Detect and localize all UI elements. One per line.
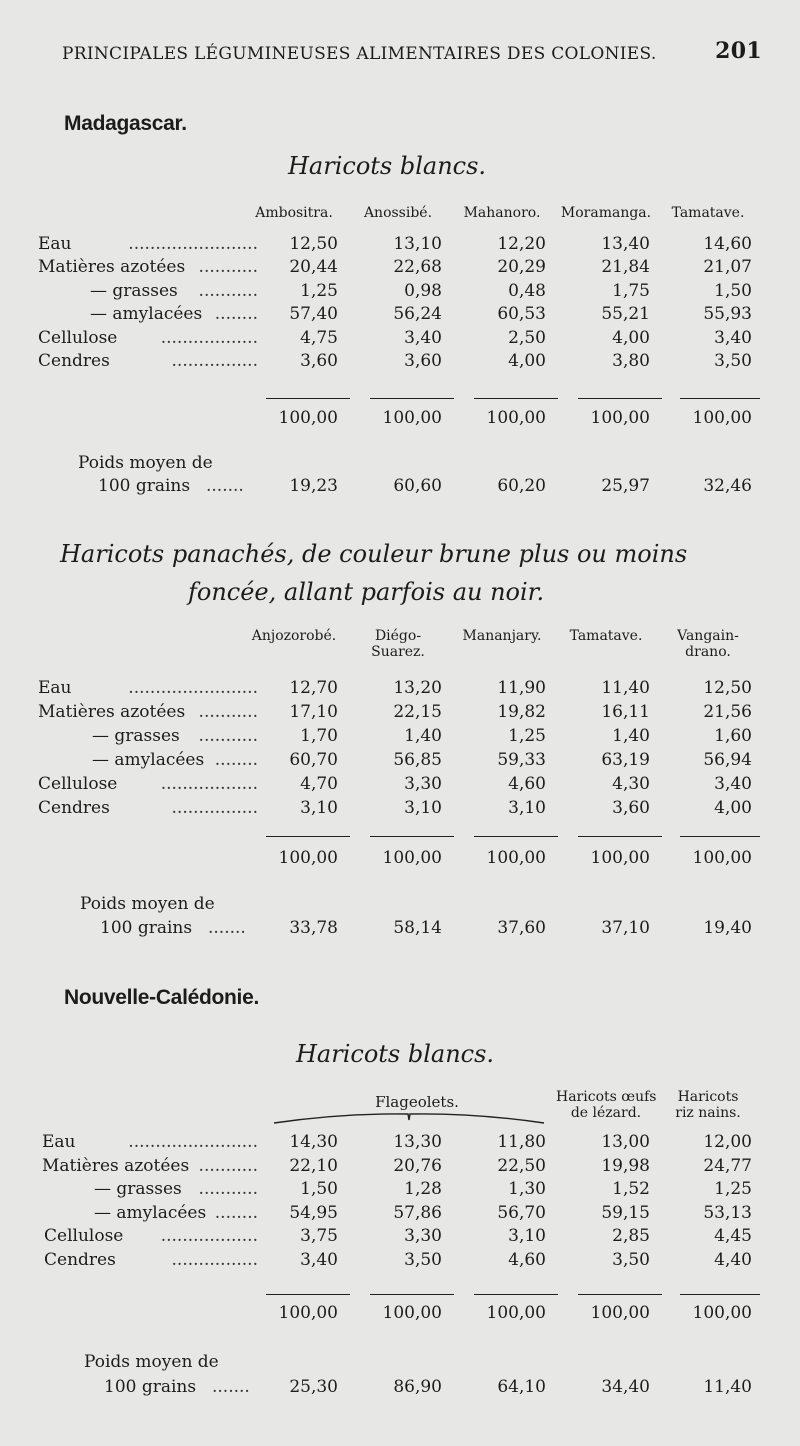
table-cell: 22,68: [393, 257, 442, 278]
total-rule: [680, 836, 760, 837]
table-cell: 3,10: [508, 1226, 546, 1247]
row-label-amylacees: — amylacées: [90, 304, 203, 325]
table-cell: 20,29: [497, 257, 546, 278]
table-title-haricots-blancs-madagascar: Haricots blancs.: [288, 152, 487, 180]
leader-dots: ........................: [128, 234, 258, 254]
table-cell: 60,53: [497, 304, 546, 325]
poids-label-line2: 100 grains: [98, 476, 191, 496]
table-cell: 3,60: [612, 798, 650, 818]
table-cell: 1,50: [714, 280, 752, 301]
table-cell: 63,19: [601, 750, 650, 770]
table-cell: 57,40: [289, 304, 338, 325]
total-rule: [266, 398, 350, 399]
table-cell: 59,15: [601, 1202, 650, 1223]
table-cell: 12,00: [703, 1132, 752, 1152]
table-cell: 4,75: [300, 327, 338, 348]
total-rule: [578, 398, 662, 399]
table-cell: 53,13: [703, 1202, 752, 1223]
table-cell: 3,80: [612, 351, 650, 371]
row-label-cellulose: Cellulose: [44, 1226, 124, 1247]
table-cell: 55,93: [703, 304, 752, 325]
leader-dots: ...........: [198, 1155, 258, 1176]
table-cell: 1,75: [612, 280, 650, 301]
table-cell: 4,60: [508, 1250, 546, 1270]
leader-dots: ........: [214, 750, 258, 770]
row-label-grasses: — grasses: [94, 1179, 182, 1200]
table-cell: 56,94: [703, 750, 752, 770]
column-header: Anjozorobé.: [251, 628, 337, 644]
table-cell: 12,50: [289, 234, 338, 254]
row-label-grasses: — grasses: [92, 726, 180, 746]
column-header: Vangain- drano.: [677, 628, 739, 660]
total-rule: [474, 1294, 558, 1295]
table-cell: 16,11: [601, 702, 650, 722]
table-cell: 1,60: [714, 726, 752, 746]
total-cell: 100,00: [486, 1303, 546, 1323]
total-cell: 100,00: [382, 408, 442, 428]
table-cell: 4,30: [612, 774, 650, 794]
poids-cell: 34,40: [601, 1377, 650, 1397]
leader-dots: ........................: [128, 1132, 258, 1152]
column-group-flageolets: Flageolets.: [375, 1093, 459, 1111]
table-cell: 14,60: [703, 234, 752, 254]
table-cell: 1,40: [404, 726, 442, 746]
table-cell: 3,10: [404, 798, 442, 818]
table-cell: 13,00: [601, 1132, 650, 1152]
running-head-title: PRINCIPALES LÉGUMINEUSES ALIMENTAIRES DES COLONIES.: [62, 44, 657, 64]
poids-label-line2: 100 grains: [104, 1377, 197, 1397]
table-cell: 19,82: [497, 702, 546, 722]
table-cell: 22,15: [393, 702, 442, 722]
table-cell: 21,84: [601, 257, 650, 278]
total-rule: [474, 836, 558, 837]
leader-dots: .......: [208, 918, 246, 938]
total-cell: 100,00: [278, 848, 338, 868]
table-cell: 20,44: [289, 257, 338, 278]
table-cell: 57,86: [393, 1202, 442, 1223]
table-cell: 4,45: [714, 1226, 752, 1247]
table-cell: 1,30: [508, 1179, 546, 1200]
total-rule: [578, 836, 662, 837]
leader-dots: ..................: [160, 1226, 258, 1247]
table-cell: 19,98: [601, 1155, 650, 1176]
total-rule: [266, 836, 350, 837]
total-rule: [370, 836, 454, 837]
leader-dots: .......: [212, 1377, 250, 1397]
leader-dots: ..................: [160, 327, 258, 348]
total-cell: 100,00: [382, 1303, 442, 1323]
leader-dots: ...........: [198, 726, 258, 746]
column-header: Diégo- Suarez.: [371, 628, 425, 660]
row-label-cendres: Cendres: [44, 1250, 116, 1270]
table-cell: 20,76: [393, 1155, 442, 1176]
column-header: Tamatave.: [569, 628, 643, 644]
table-cell: 12,70: [289, 678, 338, 698]
table-cell: 4,00: [612, 327, 650, 348]
column-header: Haricots riz nains.: [675, 1089, 741, 1121]
column-header: Haricots œufs de lézard.: [556, 1089, 657, 1121]
table-cell: 0,98: [404, 280, 442, 301]
leader-dots: ........................: [128, 678, 258, 698]
total-rule: [474, 398, 558, 399]
total-cell: 100,00: [692, 1303, 752, 1323]
poids-cell: 58,14: [393, 918, 442, 938]
table-cell: 1,70: [300, 726, 338, 746]
table-title-line1-panaches: Haricots panachés, de couleur brune plus ou moins: [60, 540, 688, 568]
poids-cell: 33,78: [289, 918, 338, 938]
total-cell: 100,00: [486, 848, 546, 868]
poids-label-line1: Poids moyen de: [78, 453, 213, 473]
table-cell: 4,00: [508, 351, 546, 371]
table-cell: 13,40: [601, 234, 650, 254]
table-cell: 3,75: [300, 1226, 338, 1247]
total-cell: 100,00: [692, 848, 752, 868]
table-cell: 21,07: [703, 257, 752, 278]
table-cell: 0,48: [508, 280, 546, 301]
leader-dots: ..................: [160, 774, 258, 794]
poids-label-line2: 100 grains: [100, 918, 193, 938]
table-cell: 17,10: [289, 702, 338, 722]
table-cell: 56,70: [497, 1202, 546, 1223]
table-cell: 14,30: [289, 1132, 338, 1152]
table-cell: 3,50: [612, 1250, 650, 1270]
row-label-cellulose: Cellulose: [38, 327, 118, 348]
total-rule: [266, 1294, 350, 1295]
poids-label-line1: Poids moyen de: [84, 1352, 219, 1372]
table-cell: 1,52: [612, 1179, 650, 1200]
column-header: Ambositra.: [255, 205, 333, 221]
table-cell: 4,00: [714, 798, 752, 818]
total-cell: 100,00: [278, 1303, 338, 1323]
region-heading-nouvelle-caledonie: Nouvelle-Calédonie.: [64, 986, 260, 1009]
table-cell: 3,50: [714, 351, 752, 371]
poids-cell: 32,46: [703, 476, 752, 496]
table-cell: 12,20: [497, 234, 546, 254]
row-label-eau: Eau: [38, 234, 72, 254]
table-cell: 3,60: [404, 351, 442, 371]
total-rule: [578, 1294, 662, 1295]
total-cell: 100,00: [590, 848, 650, 868]
table-cell: 3,30: [404, 1226, 442, 1247]
total-cell: 100,00: [590, 1303, 650, 1323]
row-label-azotees: Matières azotées: [42, 1155, 190, 1176]
table-cell: 3,30: [404, 774, 442, 794]
poids-cell: 11,40: [703, 1377, 752, 1397]
row-label-cendres: Cendres: [38, 351, 110, 371]
table-cell: 13,20: [393, 678, 442, 698]
table-cell: 3,60: [300, 351, 338, 371]
total-cell: 100,00: [382, 848, 442, 868]
table-cell: 56,85: [393, 750, 442, 770]
leader-dots: ........: [214, 1202, 258, 1223]
table-cell: 3,40: [404, 327, 442, 348]
table-cell: 3,40: [714, 327, 752, 348]
table-cell: 60,70: [289, 750, 338, 770]
table-cell: 4,40: [714, 1250, 752, 1270]
table-cell: 13,30: [393, 1132, 442, 1152]
table-cell: 2,85: [612, 1226, 650, 1247]
row-label-amylacees: — amylacées: [94, 1202, 207, 1223]
leader-dots: ................: [171, 1250, 258, 1270]
row-label-cellulose: Cellulose: [38, 774, 118, 794]
table-cell: 1,28: [404, 1179, 442, 1200]
poids-cell: 37,10: [601, 918, 650, 938]
poids-cell: 64,10: [497, 1377, 546, 1397]
table-cell: 2,50: [508, 327, 546, 348]
table-cell: 3,40: [300, 1250, 338, 1270]
table-cell: 3,40: [714, 774, 752, 794]
poids-label-line1: Poids moyen de: [80, 894, 215, 914]
row-label-grasses: — grasses: [90, 280, 178, 301]
table-cell: 1,25: [300, 280, 338, 301]
table-cell: 1,25: [714, 1179, 752, 1200]
leader-dots: .......: [206, 476, 244, 496]
table-cell: 4,60: [508, 774, 546, 794]
page-number: 201: [715, 38, 762, 64]
table-cell: 22,50: [497, 1155, 546, 1176]
table-title-haricots-blancs-caledonie: Haricots blancs.: [296, 1040, 495, 1068]
total-cell: 100,00: [486, 408, 546, 428]
table-title-line2-panaches: foncée, allant parfois au noir.: [188, 578, 545, 606]
region-heading-madagascar: Madagascar.: [64, 112, 187, 135]
column-header: Moramanga.: [560, 205, 652, 221]
table-cell: 13,10: [393, 234, 442, 254]
table-cell: 22,10: [289, 1155, 338, 1176]
leader-dots: ................: [171, 798, 258, 818]
row-label-amylacees: — amylacées: [92, 750, 205, 770]
poids-cell: 25,30: [289, 1377, 338, 1397]
table-cell: 11,80: [497, 1132, 546, 1152]
table-cell: 21,56: [703, 702, 752, 722]
column-header: Mananjary.: [462, 628, 542, 644]
poids-cell: 25,97: [601, 476, 650, 496]
table-cell: 3,10: [300, 798, 338, 818]
leader-dots: ................: [171, 351, 258, 371]
leader-dots: ...........: [198, 257, 258, 278]
total-cell: 100,00: [590, 408, 650, 428]
table-cell: 55,21: [601, 304, 650, 325]
table-cell: 11,90: [497, 678, 546, 698]
row-label-eau: Eau: [42, 1132, 76, 1152]
total-rule: [680, 398, 760, 399]
row-label-azotees: Matières azotées: [38, 702, 186, 722]
poids-cell: 19,23: [289, 476, 338, 496]
poids-cell: 86,90: [393, 1377, 442, 1397]
table-cell: 54,95: [289, 1202, 338, 1223]
table-cell: 59,33: [497, 750, 546, 770]
total-cell: 100,00: [692, 408, 752, 428]
running-head: [62, 38, 762, 64]
table-cell: 12,50: [703, 678, 752, 698]
poids-cell: 60,20: [497, 476, 546, 496]
table-cell: 3,50: [404, 1250, 442, 1270]
total-cell: 100,00: [278, 408, 338, 428]
flageolets-brace: [272, 1110, 546, 1126]
total-rule: [680, 1294, 760, 1295]
poids-cell: 37,60: [497, 918, 546, 938]
table-cell: 4,70: [300, 774, 338, 794]
leader-dots: ........: [214, 304, 258, 325]
row-label-azotees: Matières azotées: [38, 257, 186, 278]
column-header: Anossibé.: [363, 205, 433, 221]
poids-cell: 19,40: [703, 918, 752, 938]
column-header: Mahanoro.: [463, 205, 541, 221]
total-rule: [370, 398, 454, 399]
table-cell: 24,77: [703, 1155, 752, 1176]
column-header: Tamatave.: [671, 205, 745, 221]
table-cell: 1,40: [612, 726, 650, 746]
table-cell: 3,10: [508, 798, 546, 818]
table-cell: 11,40: [601, 678, 650, 698]
leader-dots: ...........: [198, 1179, 258, 1200]
table-cell: 1,50: [300, 1179, 338, 1200]
table-cell: 1,25: [508, 726, 546, 746]
table-cell: 56,24: [393, 304, 442, 325]
leader-dots: ...........: [198, 280, 258, 301]
poids-cell: 60,60: [393, 476, 442, 496]
total-rule: [370, 1294, 454, 1295]
row-label-cendres: Cendres: [38, 798, 110, 818]
row-label-eau: Eau: [38, 678, 72, 698]
leader-dots: ...........: [198, 702, 258, 722]
